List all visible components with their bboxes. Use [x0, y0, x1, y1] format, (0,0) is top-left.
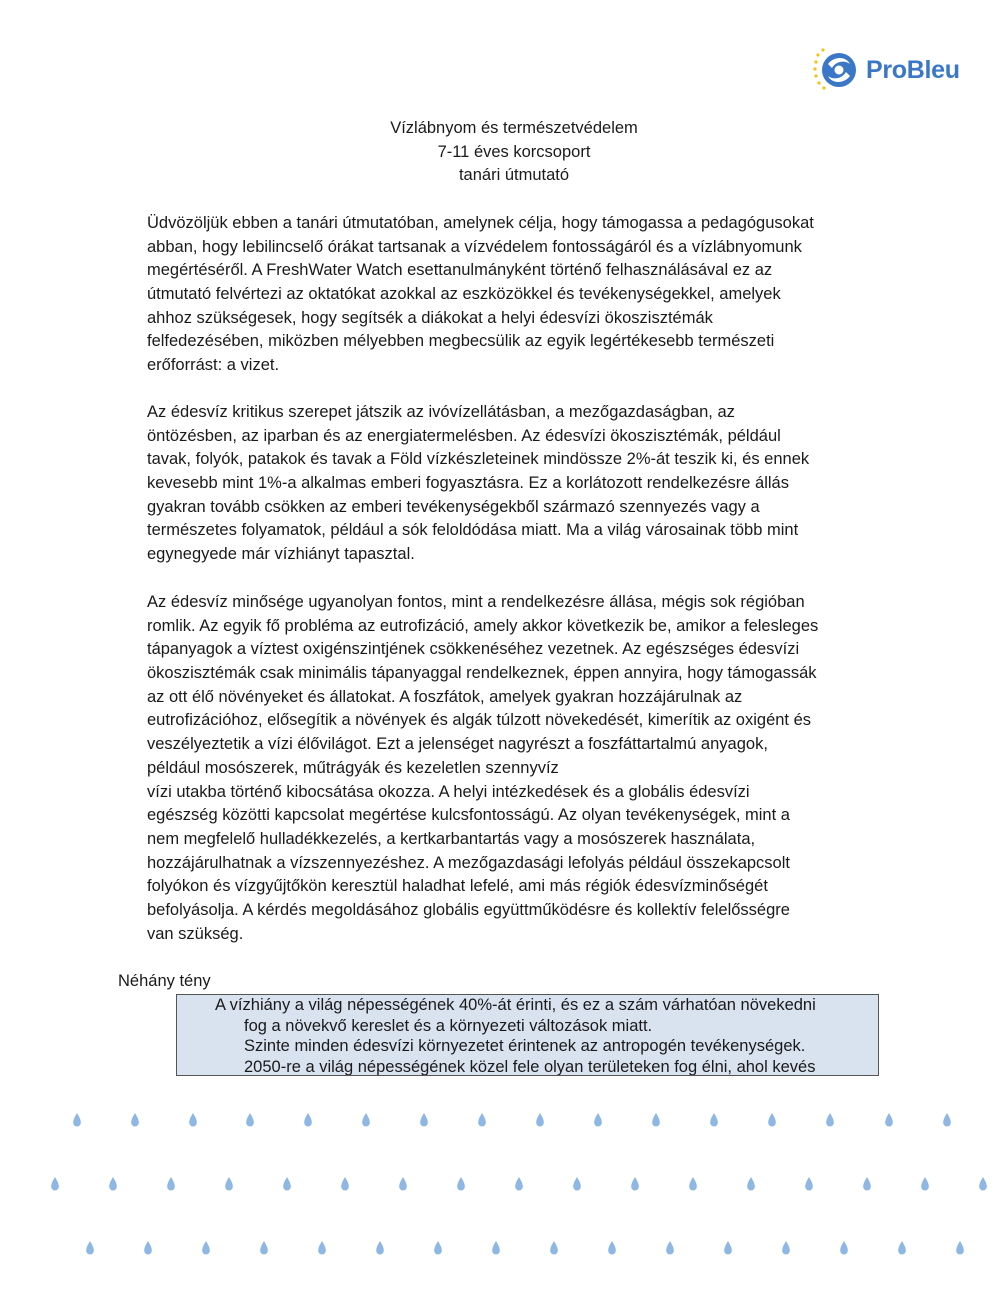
text-line: például mosószerek, műtrágyák és kezeletlen szennyvíz — [147, 758, 559, 777]
text-line: veszélyeztetik a vízi élővilágot. Ezt a jelenséget nagyrészt a foszfáttartalmú anyagok, — [147, 735, 768, 754]
text-line: van szükség. — [147, 924, 244, 943]
text-line: megértéséről. A FreshWater Watch esettanulmányként történő felhasználásával ez az — [147, 261, 773, 280]
water-drop-icon — [652, 1113, 660, 1127]
water-drop-icon — [202, 1241, 210, 1255]
water-drop-icon — [863, 1177, 871, 1191]
intro-paragraph — [147, 212, 887, 378]
water-drop-icon — [376, 1241, 384, 1255]
facts-heading: Néhány tény — [118, 972, 211, 990]
water-drop-icon — [304, 1113, 312, 1127]
text-line: vízi utakba történő kibocsátása okozza. A helyi intézkedések és a globális édesvízi — [147, 782, 750, 801]
water-drop-icon — [478, 1113, 486, 1127]
water-drop-icon — [805, 1177, 813, 1191]
water-drop-icon — [109, 1177, 117, 1191]
water-drop-icon — [144, 1241, 152, 1255]
water-drop-icon — [710, 1113, 718, 1127]
text-line: eutrofizációhoz, elősegítik a növények és algák túlzott növekedését, kimerítik az oxigént és — [147, 711, 812, 730]
probleu-logo-icon — [812, 46, 862, 94]
title-line: Vízlábnyom és természetvédelem — [390, 119, 638, 137]
water-drop-icon — [434, 1241, 442, 1255]
text-line: kevesebb mint 1%-a alkalmas emberi fogyasztásra. Ez a korlátozott rendelkezésre állás — [147, 474, 789, 493]
fact-line: fog a növekvő kereslet és a környezeti változások miatt. — [244, 1016, 653, 1035]
text-line: folyókon és vízgyűjtőkön keresztül haladhat lefelé, ami más régiók édesvízminőségét — [147, 877, 768, 896]
text-line: Az édesvíz minősége ugyanolyan fontos, mint a rendelkezésre állása, mégis sok régióban — [147, 593, 805, 611]
fact-line: 2050-re a világ népességének közel fele olyan területeken fog élni, ahol kevés — [244, 1057, 816, 1076]
water-drop-icon — [189, 1113, 197, 1127]
subtitle-age-group: 7-11 éves korcsoport — [437, 142, 591, 161]
water-drop-icon — [73, 1113, 81, 1127]
water-drop-icon — [921, 1177, 929, 1191]
water-drop-icon — [536, 1113, 544, 1127]
water-drop-icon — [666, 1241, 674, 1255]
water-drop-icon — [167, 1177, 175, 1191]
document-title — [0, 117, 1000, 188]
water-drop-icon — [768, 1113, 776, 1127]
text-line: erőforrást: a vizet. — [147, 356, 280, 375]
water-drop-icon — [283, 1177, 291, 1191]
water-drop-icon — [885, 1113, 893, 1127]
fact-line: A vízhiány a világ népességének 40%-át érinti, és ez a szám várhatóan növekedni — [215, 996, 816, 1014]
water-drop-icon — [362, 1113, 370, 1127]
drop-row-3 — [86, 1241, 964, 1255]
text-line: Üdvözöljük ebben a tanári útmutatóban, amelynek célja, hogy támogassa a pedagógusokat — [147, 214, 814, 232]
logo-wordmark: ProBleu — [866, 55, 960, 84]
water-drop-icon — [956, 1241, 964, 1255]
water-drop-icon — [631, 1177, 639, 1191]
water-drop-icon — [747, 1177, 755, 1191]
text-line: befolyásolja. A kérdés megoldásához globális együttműködésre és kollektív felelősségre — [147, 900, 790, 919]
text-line: abban, hogy lebilincselő órákat tartsanak a vízvédelem fontosságáról és a vízlábnyomunk — [147, 237, 802, 256]
water-drop-icon — [246, 1113, 254, 1127]
water-drop-icon — [573, 1177, 581, 1191]
water-drop-icon — [51, 1177, 59, 1191]
water-drop-icon — [594, 1113, 602, 1127]
water-drop-pattern — [0, 1095, 1000, 1294]
water-drop-icon — [943, 1113, 951, 1127]
facts-box — [176, 994, 879, 1076]
text-line: hozzájárulhatnak a vízszennyezéshez. A mezőgazdasági lefolyás például összekapcsolt — [147, 853, 790, 872]
water-drop-icon — [457, 1177, 465, 1191]
water-drop-icon — [420, 1113, 428, 1127]
subtitle-guide-type: tanári útmutató — [458, 166, 570, 184]
probleu-logo — [812, 46, 960, 94]
text-line: tavak, folyók, patakok és tavak a Föld vízkészleteinek mindössze 2%-át teszik ki, és ennek — [147, 450, 810, 469]
freshwater-paragraph — [147, 401, 887, 567]
drop-row-1 — [73, 1113, 951, 1127]
text-line: felfedezésében, miközben mélyebben megbecsülik az egyik legértékesebb természeti — [147, 332, 775, 351]
water-drop-icon — [898, 1241, 906, 1255]
text-line: az ott élő növényeket és állatokat. A foszfátok, amelyek gyakran hozzájárulnak az — [147, 687, 743, 706]
text-line: egészség közötti kapcsolat megértése kulcsfontosságú. Az olyan tevékenységek, mint a — [147, 806, 790, 825]
text-line: egynegyede már vízhiányt tapasztal. — [147, 545, 415, 564]
water-drop-icon — [840, 1241, 848, 1255]
text-line: természetes folyamatok, például a sók feloldódása miatt. Ma a világ városainak több mint — [147, 521, 799, 540]
text-line: ahhoz szükségesek, hogy segítsék a diákokat a helyi édesvízi ökoszisztémák — [147, 308, 713, 327]
text-line: ökoszisztémák csak minimális tápanyaggal rendelkeznek, éppen annyira, hogy támogassák — [147, 664, 817, 683]
water-drop-icon — [86, 1241, 94, 1255]
water-drop-icon — [341, 1177, 349, 1191]
water-drop-icon — [515, 1177, 523, 1191]
text-line: gyakran tovább csökken az emberi tevékenységekből származó szennyezés vagy a — [147, 497, 760, 516]
text-line: útmutató felvértezi az oktatókat azokkal az eszközökkel és tevékenységekkel, amelyek — [147, 285, 781, 304]
water-drop-icon — [318, 1241, 326, 1255]
text-line: romlik. Az egyik fő probléma az eutrofizáció, amely akkor következik be, amikor a felesleges — [147, 616, 819, 635]
water-drop-icon — [131, 1113, 139, 1127]
text-line: tápanyagok a víztest oxigénszintjének csökkenéséhez vezetnek. Az egészséges édesvízi — [147, 640, 800, 659]
water-drop-icon — [826, 1113, 834, 1127]
water-drop-icon — [492, 1241, 500, 1255]
water-drop-icon — [399, 1177, 407, 1191]
water-drop-icon — [724, 1241, 732, 1255]
water-drop-icon — [782, 1241, 790, 1255]
water-quality-paragraph — [147, 591, 887, 946]
water-drop-icon — [689, 1177, 697, 1191]
water-drop-icon — [225, 1177, 233, 1191]
text-line: nem megfelelő hulladékkezelés, a kertkarbantartás vagy a mosószerek használata, — [147, 829, 756, 848]
water-drop-icon — [979, 1177, 987, 1191]
water-drop-icon — [608, 1241, 616, 1255]
text-line: Az édesvíz kritikus szerepet játszik az ivóvízellátásban, a mezőgazdaságban, az — [147, 403, 735, 421]
drop-row-2 — [51, 1177, 987, 1191]
water-drop-icon — [260, 1241, 268, 1255]
text-line: öntözésben, az iparban és az energiatermelésben. Az édesvízi ökoszisztémák, például — [147, 426, 781, 445]
fact-line: Szinte minden édesvízi környezetet érintenek az antropogén tevékenységek. — [244, 1037, 806, 1055]
water-drop-icon — [550, 1241, 558, 1255]
